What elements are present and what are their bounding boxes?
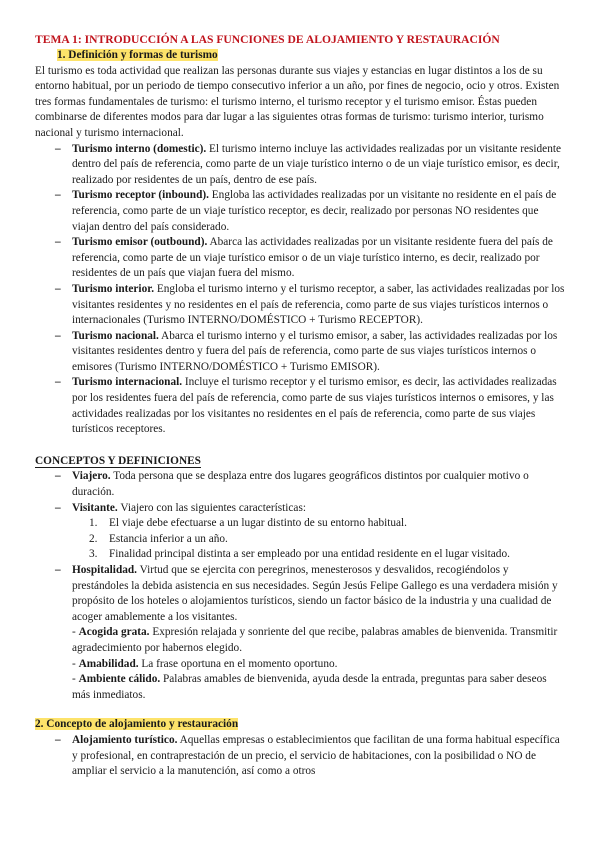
list-item: 2. Estancia inferior a un año. [89, 532, 228, 545]
list-item: – Visitante. Viajero con las siguientes características: 1. El viaje debe efectuarse a un lugar distinto de su entorno habitual. 2. Estancia inferior a un año. 3. Finalidad principal distinta a ser empleado por una entidad residente en el lugar visitado. [35, 501, 565, 563]
list-item: – Turismo interno (domestic). El turismo interno incluye las actividades realizadas por un visitante residente dentro del país de referencia, como parte de un viaje turístico interno o de un viaje turístico emisor, es decir, realizado por residentes de un país, dentro de ese país. [55, 142, 562, 186]
section-1-intro: El turismo es toda actividad que realizan las personas durante sus viajes y estancias en lugar distintos a los de su entorno habitual, por un periodo de tiempo consecutivo inferior a un año, por fines de negocio, ocio y otros. Existen tres formas fundamentales de turismo: el turismo interno, el turismo receptor y el turismo emisor. Éstas pueden combinarse de diferentes modos para dar lugar a las siguientes otras formas de turismo: turismo interior, turismo nacional y turismo internacional. [35, 64, 560, 139]
concepts-heading: CONCEPTOS Y DEFINICIONES [35, 454, 201, 467]
list-item: 3. Finalidad principal distinta a ser empleado por una entidad residente en el lugar visitado. [89, 548, 510, 561]
concepts-list [35, 469, 565, 703]
list-item: – Turismo receptor (inbound). Engloba las actividades realizadas por un visitante no residente en el país de referencia, como parte de un viaje turístico receptor, es decir, realizado por personas NO residentes que viajan dentro del país considerado. [55, 189, 557, 233]
section-1-heading: 1. Definición y formas de turismo [57, 49, 218, 61]
list-item: – Turismo interior. Engloba el turismo interno y el turismo receptor, a saber, las actividades realizadas por los visitantes residentes y no residentes en el país de referencia, como parte de sus viajes turísticos internos o internacionales (Turismo INTERNO/DOMÉSTICO + Turismo RECEPTOR). [55, 282, 565, 327]
list-item: – Turismo internacional. Incluye el turismo receptor y el turismo emisor, es decir, las actividades realizadas por los residentes fuera del país de referencia, como parte de sus viajes turísticos internos o emisores, y las actividades realizadas por los visitantes no residentes en el país de referencia, como parte de sus viajes turísticos receptores. [55, 376, 557, 436]
list-item: – Viajero. Toda persona que se desplaza entre dos lugares geográficos distintos por cualquier motivo o duración. [55, 470, 529, 499]
list-item: – Turismo nacional. Abarca el turismo interno y el turismo emisor, a saber, las actividades realizadas por los visitantes residentes dentro y fuera del país de referencia, como parte de sus viajes turísticos internos o emisores (Turismo INTERNO/DOMÉSTICO + Turismo EMISOR). [55, 329, 558, 373]
document-page [35, 32, 565, 780]
document-title: TEMA 1: INTRODUCCIÓN A LAS FUNCIONES DE ALOJAMIENTO Y RESTAURACIÓN [35, 33, 500, 46]
section-2-heading: 2. Concepto de alojamiento y restauración [35, 718, 239, 731]
section-2-list [35, 733, 565, 780]
hospitality-sub-item: - Acogida grata. Expresión relajada y sonriente del que recibe, palabras amables de bienvenida. Transmitir agradecimiento por habernos elegido. [72, 626, 558, 654]
list-item: – Alojamiento turístico. Aquellas empresas o establecimientos que facilitan de una forma habitual específica y profesional, en contraprestación de un precio, el servicio de habitaciones, con la posibilidad o NO de ampliar el servicio a la manutención, así como a otros [55, 733, 560, 778]
tourism-forms-list [35, 142, 565, 438]
hospitality-sub-item: - Amabilidad. La frase oportuna en el momento oportuno. [72, 657, 338, 670]
list-item: – Turismo emisor (outbound). Abarca las actividades realizadas por un visitante residente fuera del país de referencia, como parte de un viaje turístico emisor o de un viaje turístico interno, es decir, realizado por residentes de un país que viajan fuera del mismo. [55, 236, 553, 280]
hospitality-sub-item: - Ambiente cálido. Palabras amables de bienvenida, ayuda desde la entrada, preguntas para saber deseos más inmediatos. [72, 673, 547, 701]
list-item: 1. El viaje debe efectuarse a un lugar distinto de su entorno habitual. [89, 517, 408, 530]
list-item: – Hospitalidad. Virtud que se ejercita con peregrinos, menesterosos y desvalidos, recogiéndolos y prestándoles la debida asistencia en sus necesidades. Según Jesús Felipe Gallego es una verdadera misión y propósito de los hoteles o alojamientos turísticos, siendo un factor básico de la industria y una cualidad de acoger amablemente a los visitantes. - Acogida grata. Expresión relajada y sonriente del que recibe, palabras amables de bienvenida. Transmitir agradecimiento por habernos elegido. - Amabilidad. La frase oportuna en el momento oportuno. - Ambiente cálido. Palabras amables de bienvenida, ayuda desde la entrada, preguntas para saber deseos más inmediatos. [35, 563, 565, 703]
visitor-characteristics-list [72, 516, 565, 563]
